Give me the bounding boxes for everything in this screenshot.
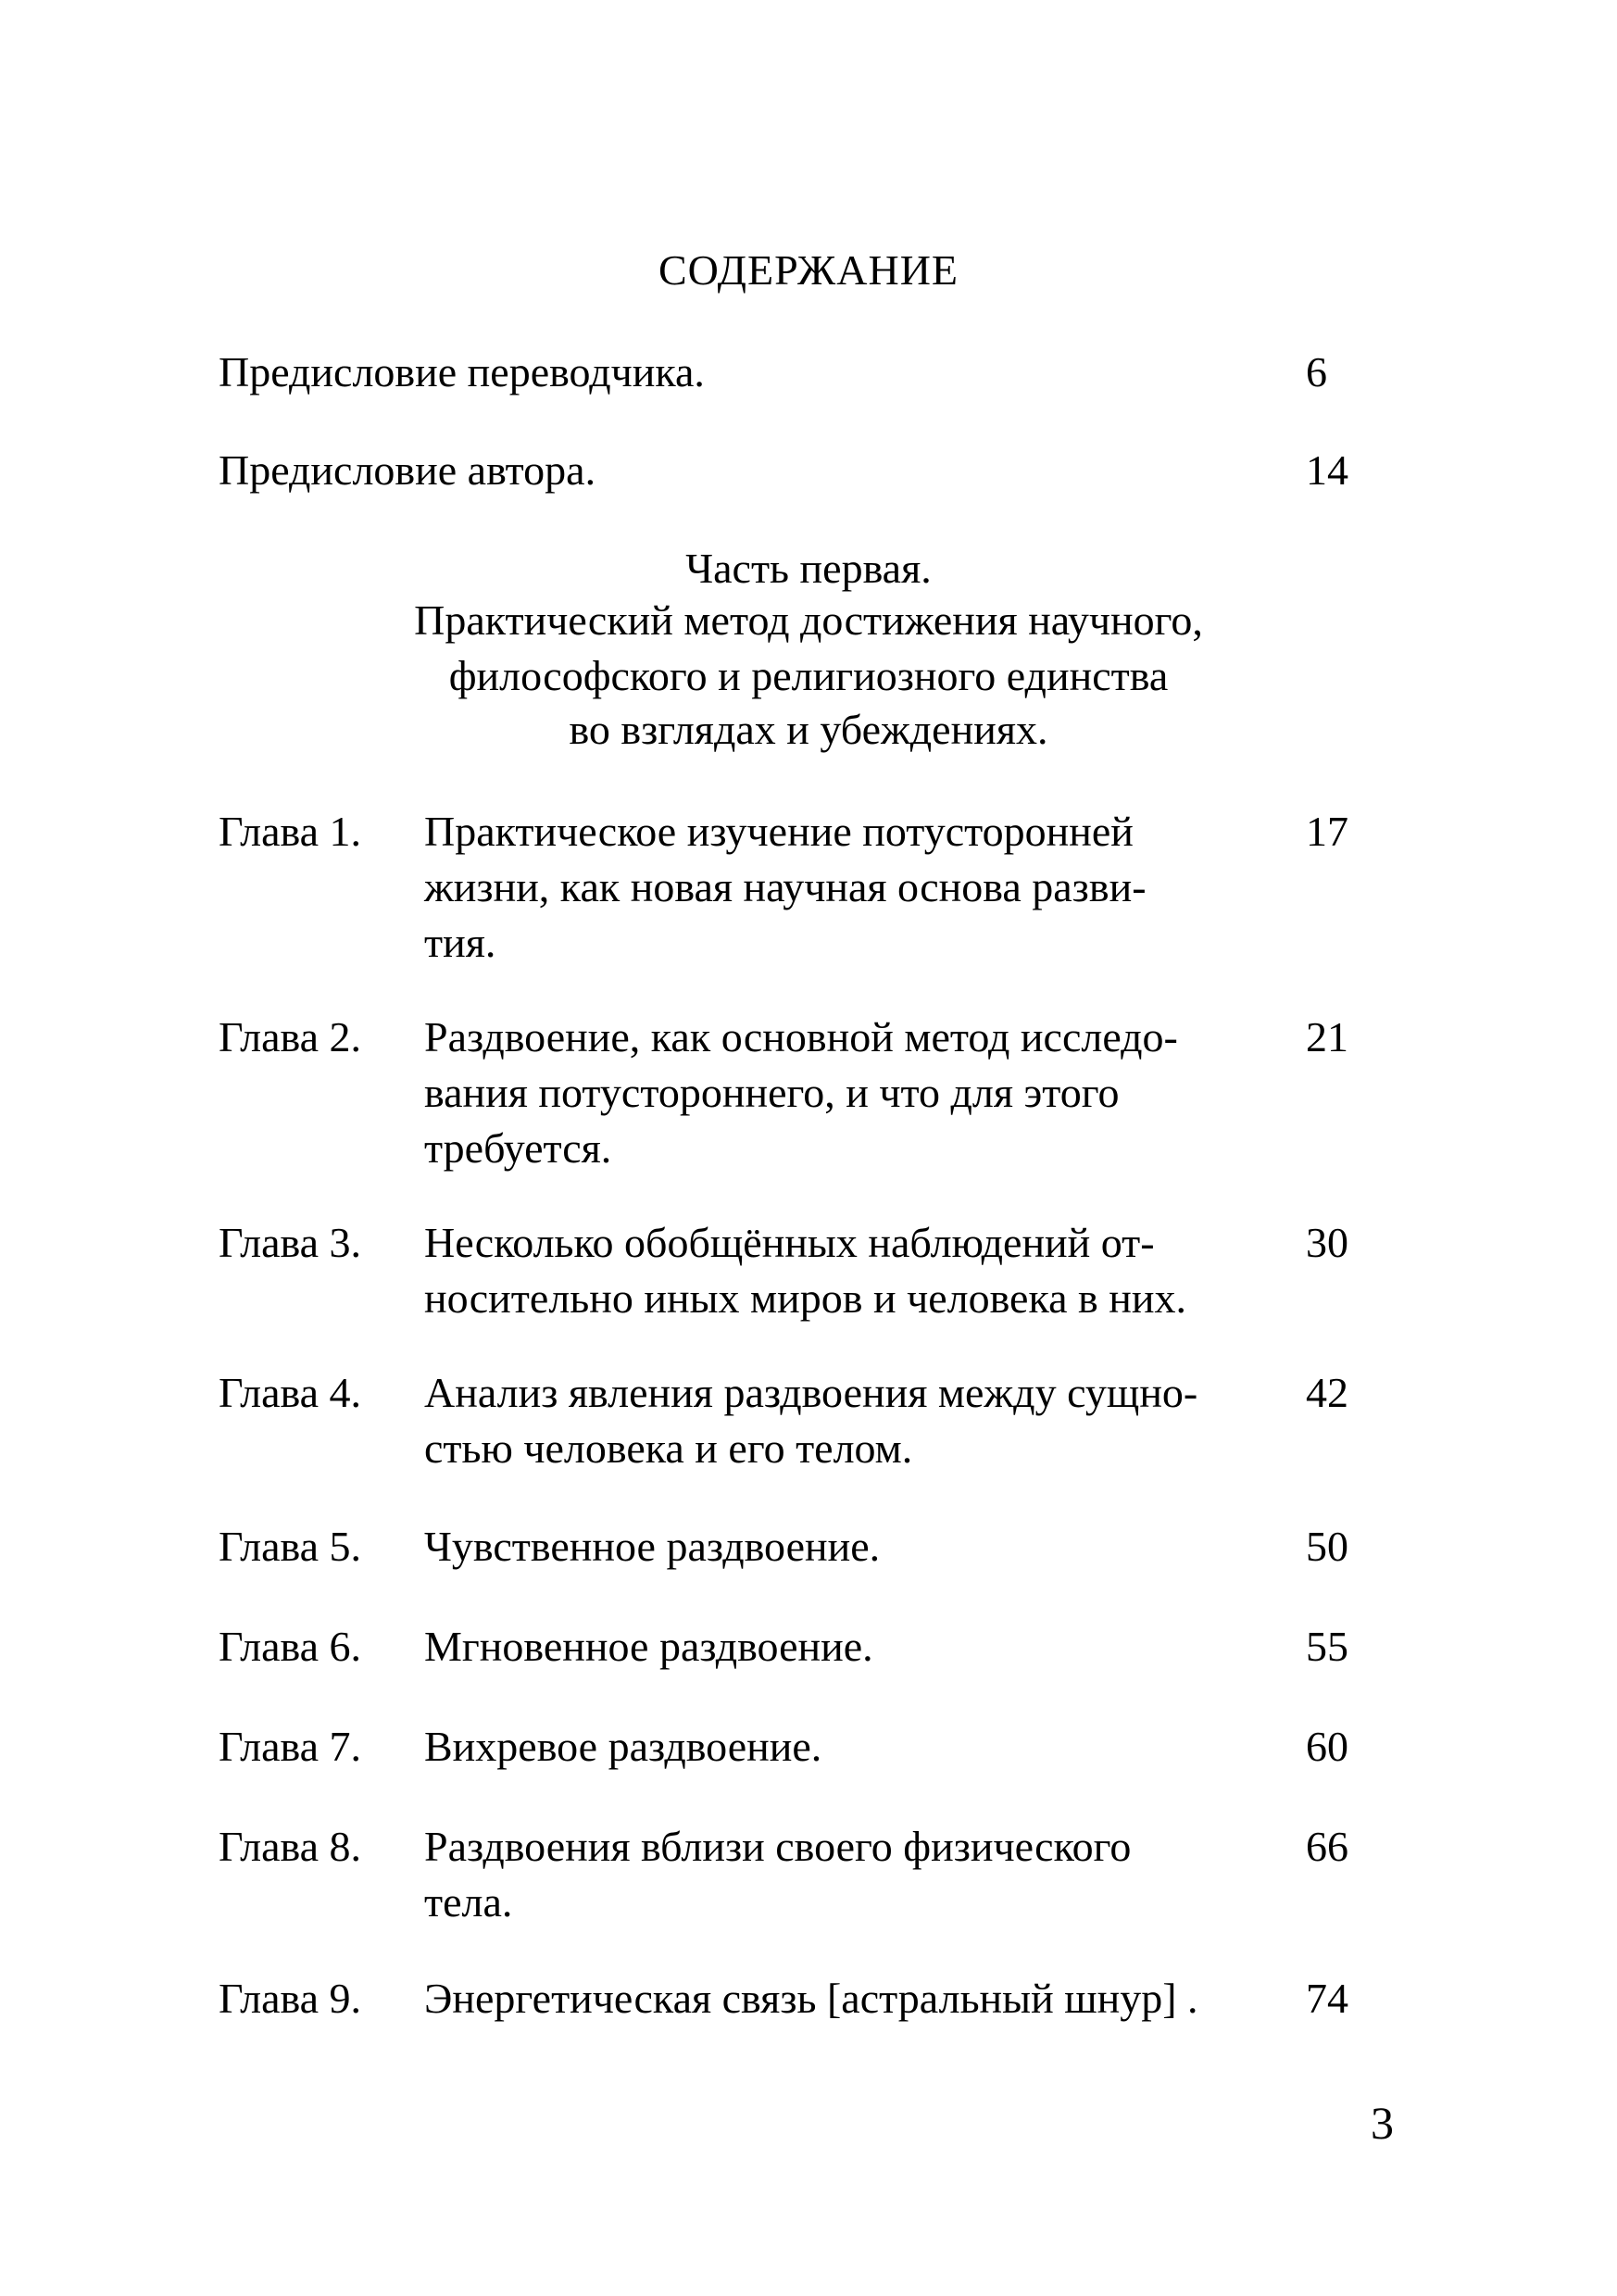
toc-title: СОДЕРЖАНИЕ: [658, 246, 959, 294]
chapter-label: Глава 9.: [219, 1975, 362, 2022]
part-heading-line: Практический метод достижения научного,: [414, 596, 1203, 644]
toc-preface-author: Предисловие автора.: [219, 446, 596, 494]
chapter-title-line: Раздвоение, как основной метод исследо-: [424, 1013, 1178, 1060]
chapter-title: [424, 1215, 1285, 1326]
chapter-label: Глава 3.: [219, 1219, 362, 1266]
chapter-title: [424, 1619, 1285, 1675]
toc-page-number: 17: [1306, 808, 1348, 855]
chapter-label: Глава 5.: [219, 1523, 362, 1570]
toc-preface-translator: Предисловие переводчика.: [219, 348, 705, 395]
chapter-title-line: Энергетическая связь [астральный шнур] .: [424, 1975, 1198, 2022]
chapter-title-line: тия.: [424, 919, 496, 966]
chapter-title-line: Вихревое раздвоение.: [424, 1723, 822, 1770]
chapter-title-line: стью человека и его телом.: [424, 1424, 913, 1472]
chapter-label: Глава 1.: [219, 808, 362, 855]
chapter-label: Глава 2.: [219, 1013, 362, 1060]
chapter-title-line: жизни, как новая научная основа разви-: [424, 863, 1147, 910]
chapter-label: Глава 8.: [219, 1823, 362, 1870]
chapter-label: Глава 7.: [219, 1723, 362, 1770]
chapter-title: [424, 804, 1285, 971]
toc-page-number: 74: [1306, 1975, 1348, 2022]
chapter-title-line: Раздвоения вблизи своего физического: [424, 1823, 1132, 1870]
toc-page-number: 14: [1306, 446, 1348, 494]
chapter-title: [424, 1519, 1285, 1575]
chapter-title-line: тела.: [424, 1878, 513, 1926]
toc-page-number: 60: [1306, 1723, 1348, 1770]
part-heading-line: Часть первая.: [685, 545, 932, 592]
chapter-title-line: Анализ явления раздвоения между сущно-: [424, 1369, 1198, 1416]
chapter-title-line: носительно иных миров и человека в них.: [424, 1274, 1186, 1322]
toc-page-number: 66: [1306, 1823, 1348, 1870]
chapter-title: [424, 1365, 1285, 1476]
part-heading-line: во взглядах и убеждениях.: [569, 706, 1048, 753]
chapter-label: Глава 4.: [219, 1369, 362, 1416]
chapter-title: [424, 1971, 1285, 2026]
chapter-title: [424, 1719, 1285, 1775]
chapter-title-line: вания потустороннего, и что для этого: [424, 1069, 1120, 1116]
toc-page-number: 42: [1306, 1369, 1348, 1416]
chapter-title: [424, 1010, 1285, 1176]
chapter-label: Глава 6.: [219, 1623, 362, 1670]
chapter-title: [424, 1819, 1285, 1930]
part-heading-line: философского и религиозного единства: [448, 652, 1169, 699]
folio-page-number: 3: [1371, 2097, 1394, 2149]
toc-page-number: 30: [1306, 1219, 1348, 1266]
toc-page-number: 6: [1306, 348, 1327, 395]
chapter-title-line: требуется.: [424, 1124, 612, 1172]
chapter-title-line: Практическое изучение потусторонней: [424, 808, 1134, 855]
toc-page-number: 21: [1306, 1013, 1348, 1060]
chapter-title-line: Несколько обобщённых наблюдений от-: [424, 1219, 1155, 1266]
toc-page-number: 50: [1306, 1523, 1348, 1570]
chapter-title-line: Мгновенное раздвоение.: [424, 1623, 873, 1670]
chapter-title-line: Чувственное раздвоение.: [424, 1523, 881, 1570]
toc-page-number: 55: [1306, 1623, 1348, 1670]
